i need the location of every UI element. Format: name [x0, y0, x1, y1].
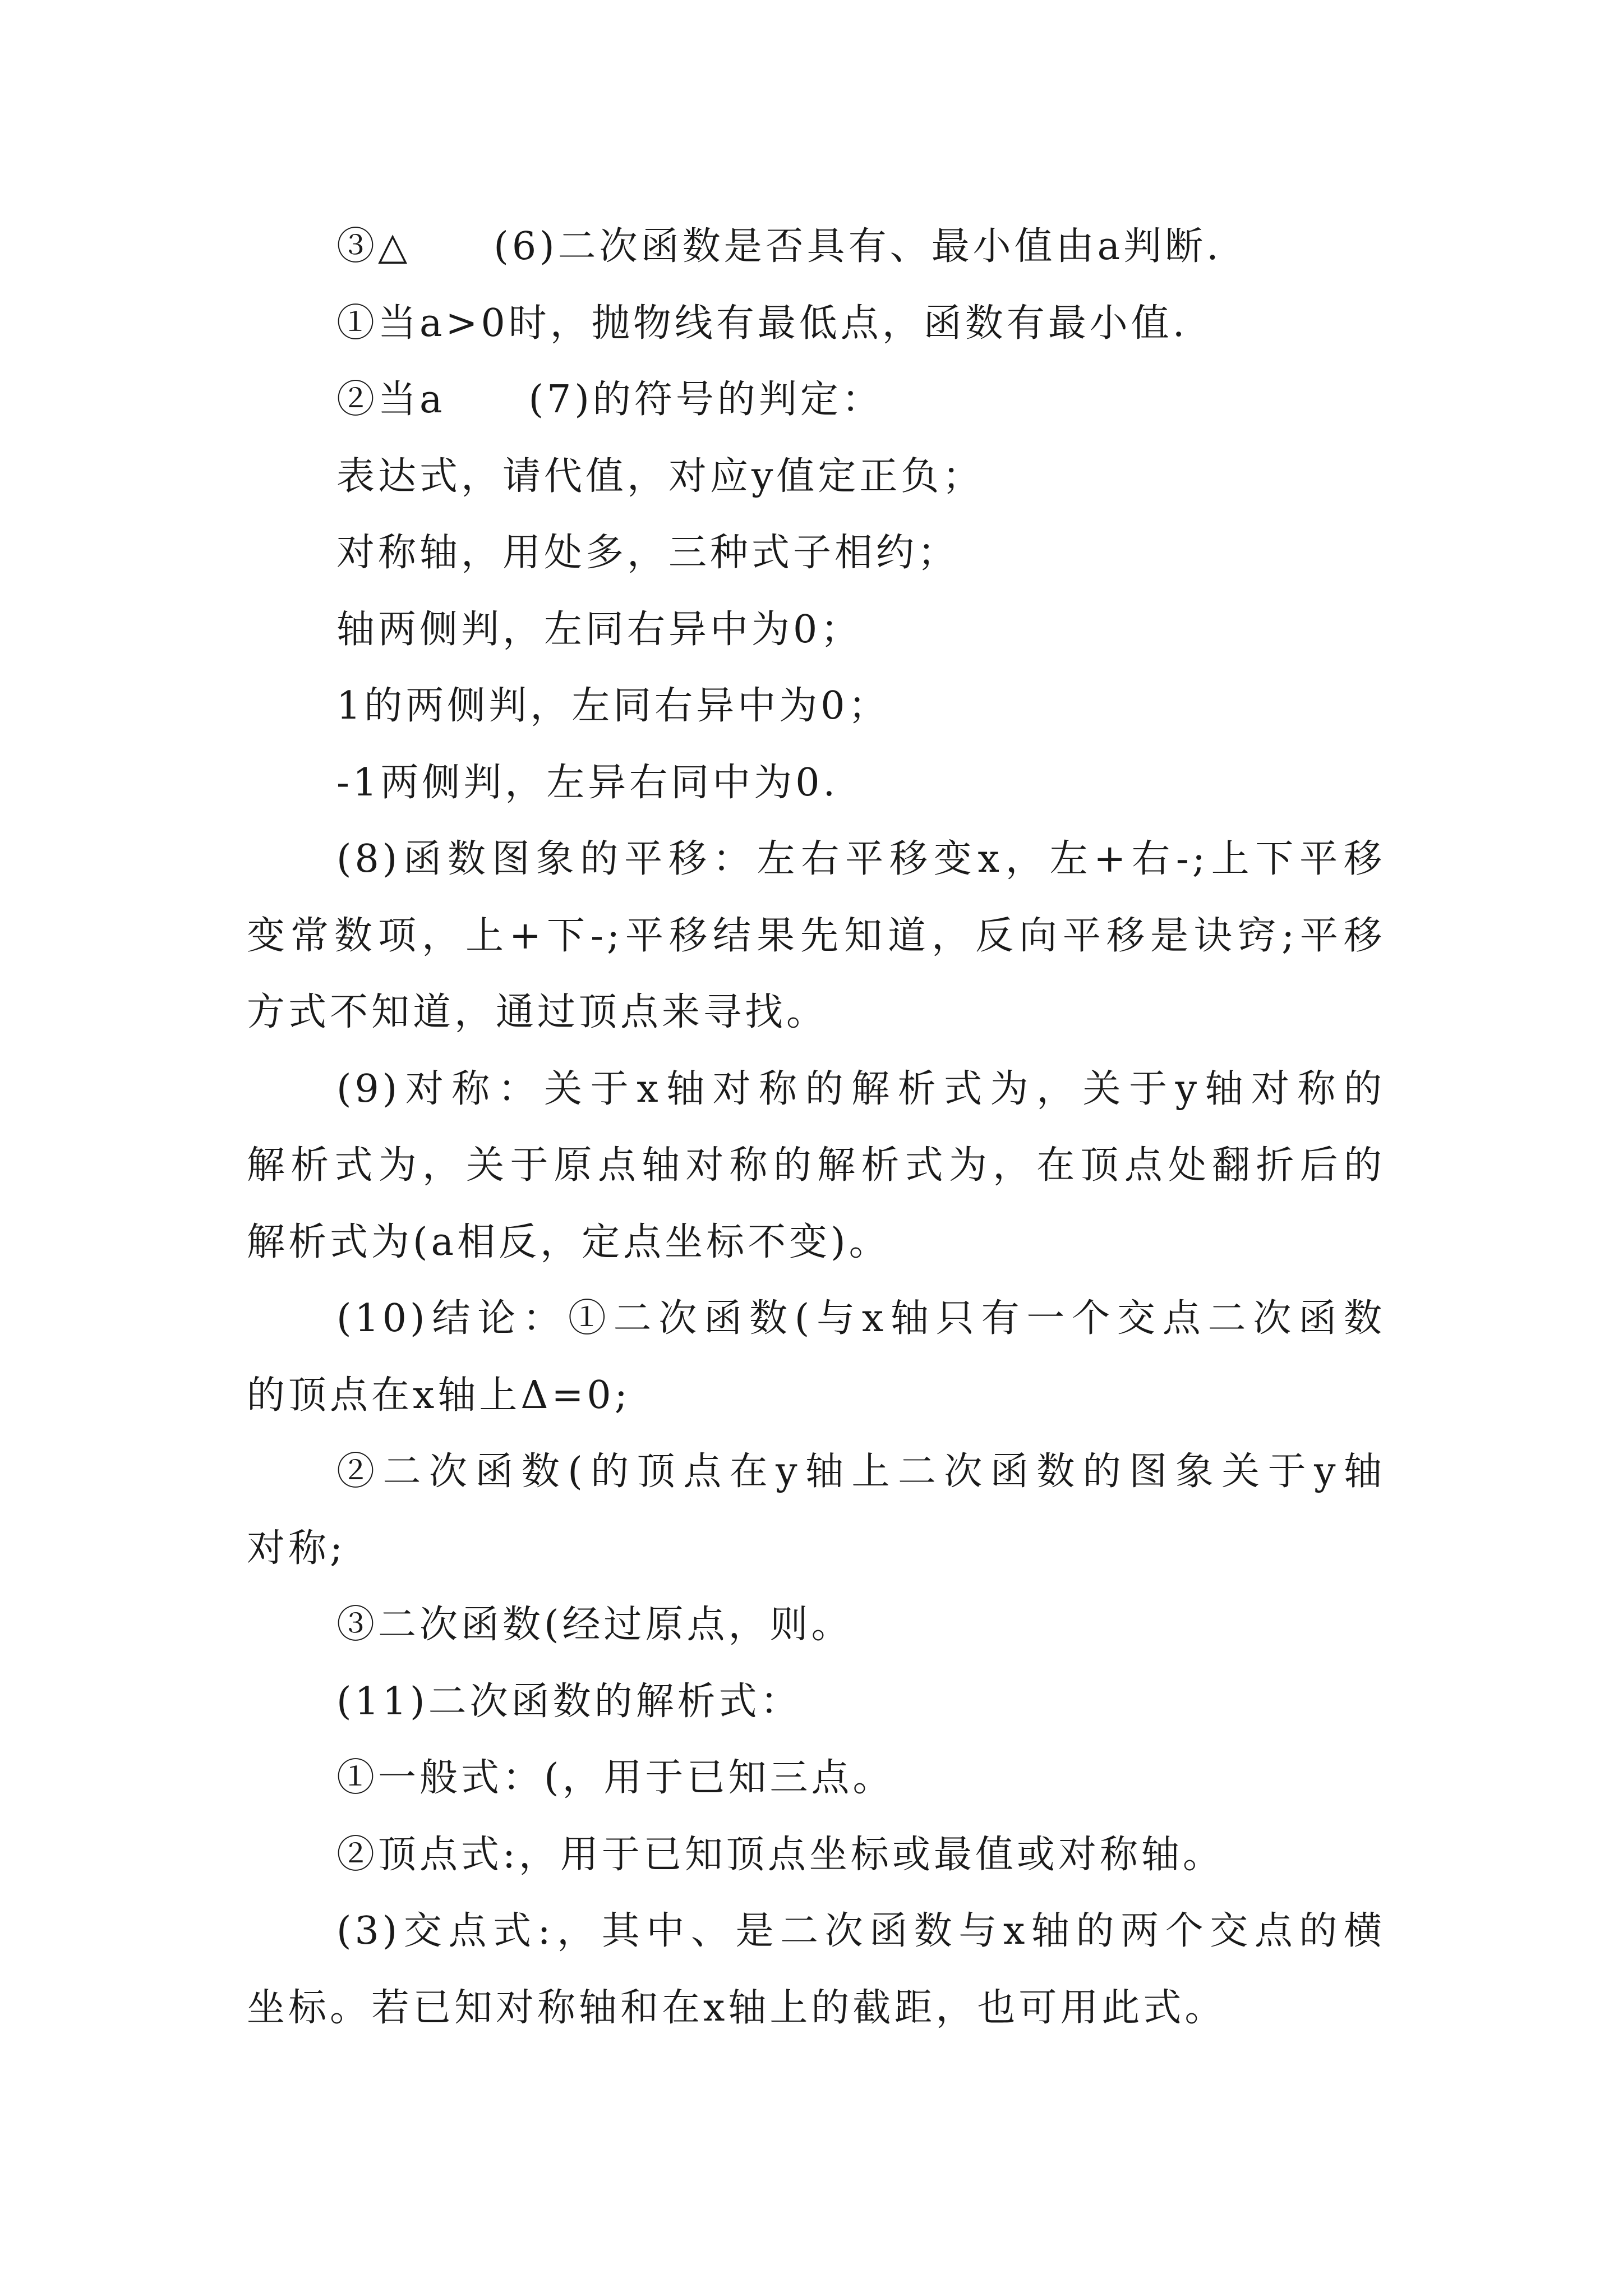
text-line: 解析式为，关于原点轴对称的解析式为，在顶点处翻折后的 — [247, 1143, 1385, 1188]
text-line: ③△ (6)二次函数是否具有、最小值由a判断. — [336, 224, 1222, 269]
text-line: 1的两侧判，左同右异中为0； — [336, 684, 890, 728]
text-line: 表达式，请代值，对应y值定正负； — [336, 454, 984, 499]
text-line: 对称轴，用处多，三种式子相约； — [336, 531, 960, 575]
text-line: 方式不知道，通过顶点来寻找。 — [247, 990, 828, 1034]
text-line: (11)二次函数的解析式： — [336, 1679, 802, 1724]
text-line: 坐标。若已知对称轴和在x轴上的截距，也可用此式。 — [247, 1985, 1227, 2030]
text-line: -1两侧判，左异右同中为0. — [336, 760, 839, 805]
text-line: 变常数项，上+下-;平移结果先知道，反向平移是诀窍;平移 — [247, 913, 1385, 958]
text-line: ②当a (7)的符号的判定： — [336, 378, 883, 422]
text-line: (9)对称：关于x轴对称的解析式为，关于y轴对称的 — [336, 1066, 1385, 1111]
document-body — [247, 209, 1385, 2046]
text-line: 轴两侧判，左同右异中为0； — [336, 607, 863, 652]
text-line: ②顶点式:，用于已知顶点坐标或最值或对称轴。 — [336, 1832, 1224, 1877]
text-line: (3)交点式:，其中、是二次函数与x轴的两个交点的横 — [336, 1909, 1385, 1953]
text-line: ①一般式：(，用于已知三点。 — [336, 1756, 895, 1800]
text-line: 对称; — [247, 1526, 346, 1571]
text-line: 解析式为(a相反，定点坐标不变)。 — [247, 1220, 891, 1264]
text-line: ②二次函数(的顶点在y轴上二次函数的图象关于y轴 — [336, 1450, 1385, 1494]
text-line: ①当a>0时，抛物线有最低点，函数有最小值. — [336, 301, 1188, 346]
text-line: 的顶点在x轴上Δ=0; — [247, 1373, 631, 1418]
text-line: (10)结论：①二次函数(与x轴只有一个交点二次函数 — [336, 1296, 1385, 1341]
text-line: (8)函数图象的平移：左右平移变x，左+右-;上下平移 — [336, 837, 1385, 881]
text-line: ③二次函数(经过原点，则。 — [336, 1603, 853, 1647]
